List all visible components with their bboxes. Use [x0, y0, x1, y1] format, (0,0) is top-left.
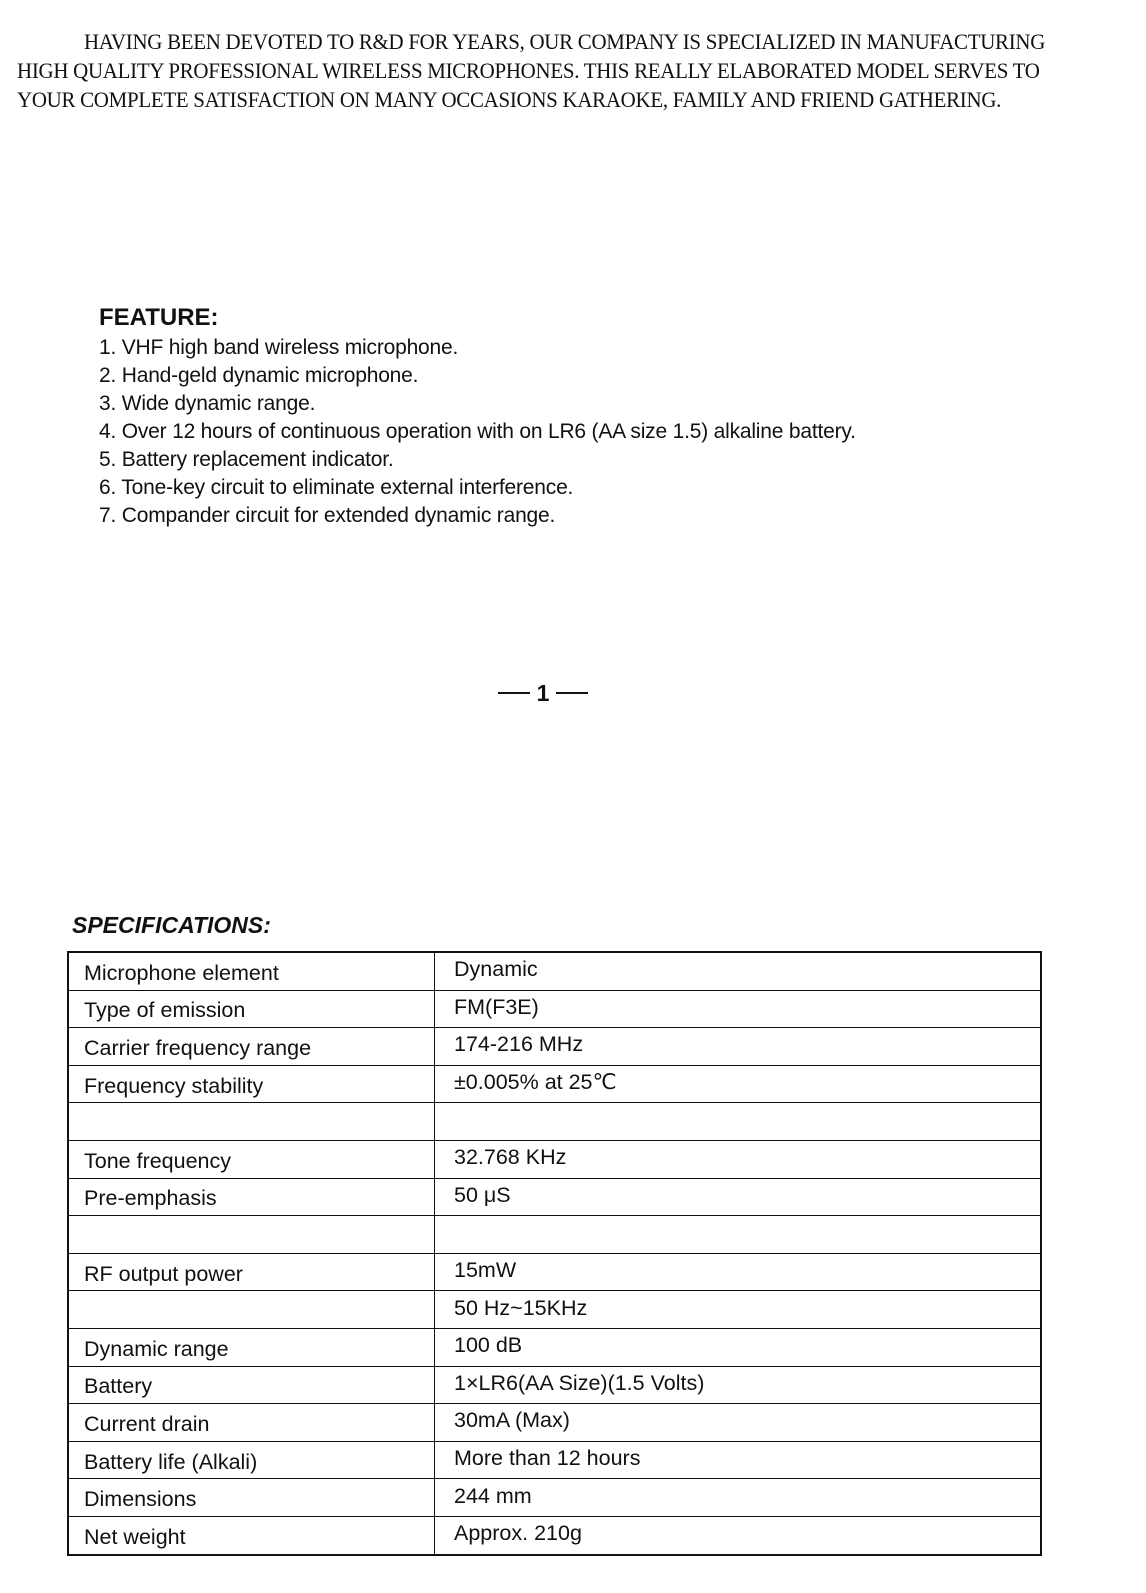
spec-row: [68, 1441, 1041, 1479]
spec-label: Battery life (Alkali): [68, 1441, 435, 1479]
spec-row: [68, 1479, 1041, 1517]
spec-label: [68, 1291, 435, 1329]
spec-value: 50 Hz~15KHz: [435, 1291, 1042, 1329]
spec-row: [68, 990, 1041, 1028]
spec-row: [68, 1328, 1041, 1366]
spec-value: ±0.005% at 25℃: [435, 1065, 1042, 1103]
intro-line: HIGH QUALITY PROFESSIONAL WIRELESS MICROPHONES. THIS REALLY ELABORATED MODEL SERVES TO: [17, 58, 1040, 83]
spec-value: FM(F3E): [435, 990, 1042, 1028]
spec-label: [68, 1103, 435, 1141]
spec-row: [68, 1291, 1041, 1329]
feature-item: 5. Battery replacement indicator.: [99, 448, 394, 471]
spec-label: [68, 1216, 435, 1254]
spec-value: [435, 1216, 1042, 1254]
spec-value: Approx. 210g: [435, 1516, 1042, 1554]
spec-value: 244 mm: [435, 1479, 1042, 1517]
spec-value: 174-216 MHz: [435, 1028, 1042, 1066]
intro-paragraph: [17, 27, 1051, 114]
spec-row: [68, 1103, 1041, 1141]
intro-line: HAVING BEEN DEVOTED TO R&D FOR YEARS, OUR COMPANY IS SPECIALIZED IN MANUFACTURING: [83, 29, 1046, 54]
page-number-dash-right: [556, 692, 588, 694]
spec-row: [68, 1253, 1041, 1291]
feature-list: [99, 334, 856, 530]
spec-label: Frequency stability: [68, 1065, 435, 1103]
spec-row: [68, 952, 1041, 990]
spec-row: [68, 1178, 1041, 1216]
spec-value: [435, 1103, 1042, 1141]
feature-item: 6. Tone-key circuit to eliminate external interference.: [99, 476, 574, 499]
spec-label: Net weight: [68, 1516, 435, 1554]
spec-label: Type of emission: [68, 990, 435, 1028]
spec-label: Current drain: [68, 1404, 435, 1442]
spec-value: Dynamic: [435, 952, 1042, 990]
specifications-heading: SPECIFICATIONS:: [72, 912, 271, 938]
feature-item: 1. VHF high band wireless microphone.: [99, 336, 459, 359]
spec-value: 32.768 KHz: [435, 1140, 1042, 1178]
spec-label: Tone frequency: [68, 1140, 435, 1178]
spec-row: [68, 1028, 1041, 1066]
spec-value: 1×LR6(AA Size)(1.5 Volts): [435, 1366, 1042, 1404]
feature-section: [99, 302, 856, 530]
spec-label: RF output power: [68, 1253, 435, 1291]
spec-value: 15mW: [435, 1253, 1042, 1291]
spec-row: [68, 1216, 1041, 1254]
specifications-table-body: [68, 952, 1041, 1555]
feature-item: 2. Hand-geld dynamic microphone.: [99, 364, 419, 387]
page-number-value: 1: [536, 679, 550, 706]
spec-value: 50 μS: [435, 1178, 1042, 1216]
spec-label: Dimensions: [68, 1479, 435, 1517]
feature-item: 3. Wide dynamic range.: [99, 392, 316, 415]
spec-label: Battery: [68, 1366, 435, 1404]
spec-value: 30mA (Max): [435, 1404, 1042, 1442]
page-number: [491, 676, 595, 710]
spec-row: [68, 1366, 1041, 1404]
spec-value: More than 12 hours: [435, 1441, 1042, 1479]
spec-label: Pre-emphasis: [68, 1178, 435, 1216]
spec-value: 100 dB: [435, 1328, 1042, 1366]
feature-item: 7. Compander circuit for extended dynamic range.: [99, 504, 556, 527]
spec-row: [68, 1404, 1041, 1442]
spec-row: [68, 1140, 1041, 1178]
spec-row: [68, 1065, 1041, 1103]
specifications-table: [67, 951, 1042, 1556]
feature-heading: FEATURE:: [99, 304, 219, 331]
spec-row: [68, 1516, 1041, 1554]
feature-item: 4. Over 12 hours of continuous operation with on LR6 (AA size 1.5) alkaline battery.: [99, 420, 856, 443]
page-number-dash-left: [498, 692, 530, 694]
spec-label: Carrier frequency range: [68, 1028, 435, 1066]
intro-line: YOUR COMPLETE SATISFACTION ON MANY OCCASIONS KARAOKE, FAMILY AND FRIEND GATHERING.: [17, 87, 1002, 112]
spec-label: Dynamic range: [68, 1328, 435, 1366]
spec-label: Microphone element: [68, 952, 435, 990]
